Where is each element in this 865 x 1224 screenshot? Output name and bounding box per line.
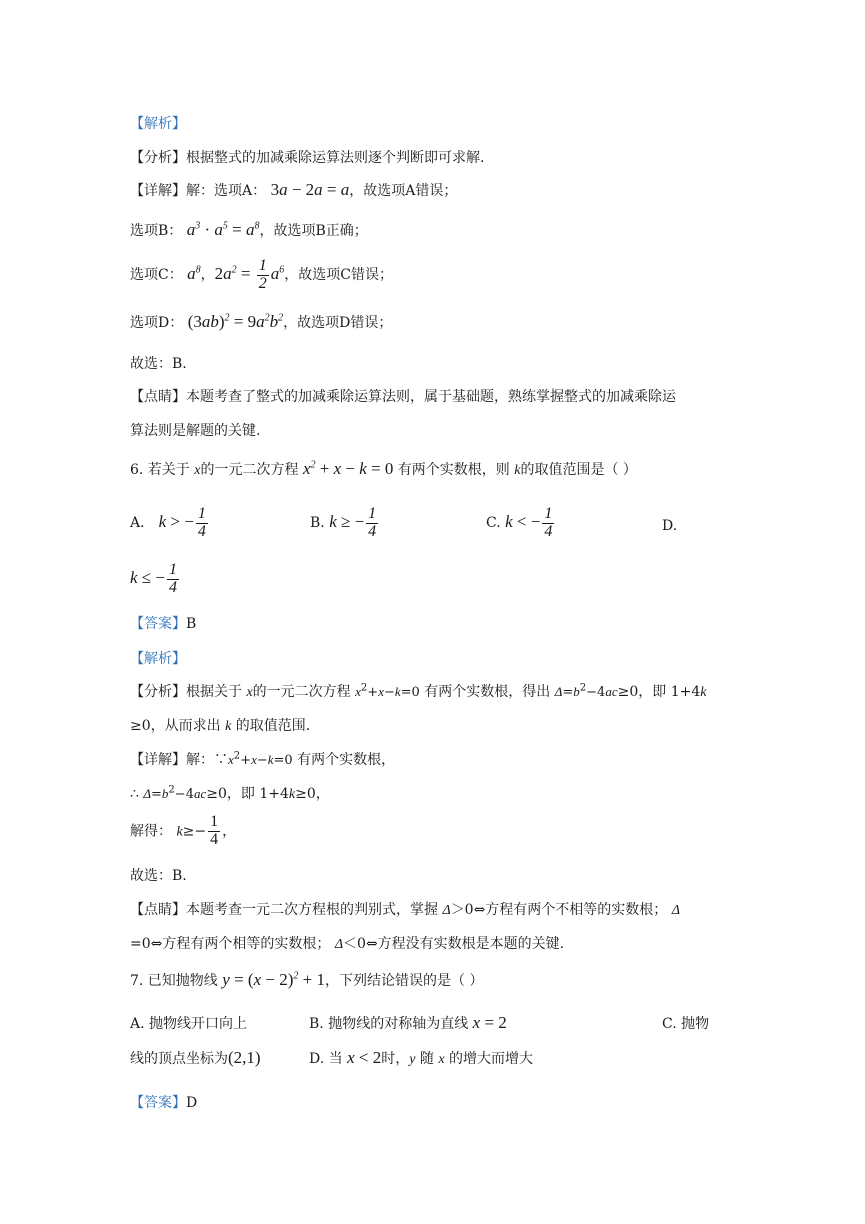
q6-analysis-2: ≥0，从而求出 k 的取值范围. — [130, 718, 311, 734]
q7-option-d-b: 时， — [381, 1051, 410, 1067]
q7-option-b-text: B. 抛物线的对称轴为直线 — [309, 1016, 469, 1032]
q7-prefix: 7. 已知抛物线 — [130, 973, 218, 989]
q5-detail-d — [130, 312, 392, 332]
q5-formula-d: $(3ab)^2 = 9a^2b^2$ — [187, 312, 284, 331]
q6-option-c-math: k < − $\frac{1}{4}$ — [505, 505, 553, 540]
q5-detail-a — [130, 180, 457, 200]
q7-vertex: (2,1) — [228, 1048, 261, 1067]
q5-c-prefix: 选项C： — [130, 267, 183, 284]
q6-therefore-c: ≥0， — [295, 786, 330, 802]
q6-option-b-math: k ≥ − $\frac{1}{4}$ — [329, 505, 377, 540]
jiexi-tag-q6: 【解析】 — [130, 651, 186, 667]
daan-tag-q7: 【答案】 — [130, 1095, 186, 1111]
q6-dianjing-1: 本题考查一元二次方程根的判别式，掌握 — [186, 902, 438, 918]
dianjing-tag: 【点睛】 — [130, 389, 186, 405]
q6-comment-2: =0⇔方程有两个相等的实数根； Δ＜0⇔方程没有实数根是本题的关键. — [130, 936, 565, 952]
q5-detail-a-prefix: 解：选项A： — [186, 183, 267, 199]
q7-suffix: ，下列结论错误的是（ ） — [324, 973, 484, 989]
q6-option-b[interactable] — [310, 506, 380, 541]
q7-options-row2 — [130, 1048, 261, 1068]
q7-option-b-math: x = 2 — [472, 1013, 507, 1032]
q6-suffix: 的取值范围是（ ） — [520, 462, 637, 478]
q5-detail-a-suffix: ，故选项A错误； — [349, 183, 458, 199]
q5-analysis-text: 根据整式的加减乘除运算法则逐个判断即可求解. — [186, 150, 485, 166]
q6-xiangjie-a: 解：∵ — [186, 752, 228, 768]
q6-therefore-b: ≥0，即 1+4 — [206, 786, 289, 802]
q6-analysis-1: 【分析】根据关于 x的一元二次方程 $x^2+x-k=0$ 有两个实数根，得出 $\Delta=b^2-4ac\ge 0$，即 1+4k — [130, 682, 707, 700]
q6-comment-1: 【点睛】本题考查一元二次方程根的判别式，掌握 Δ＞0⇔方程有两个不相等的实数根； Δ — [130, 902, 680, 918]
q5-formula-c: $a^8$，$2a^2$ = $\frac{1}{2}$ $a^6$ — [187, 257, 285, 292]
q6-dianjing-2: =0⇔方程有两个相等的实数根； — [130, 936, 331, 952]
q6-prefix: 6. 若关于 — [130, 462, 190, 478]
q6-option-d[interactable] — [130, 562, 181, 597]
q6-option-d-label[interactable]: D. — [662, 518, 678, 534]
q6-equation: $x^2 + x - k = 0$ — [302, 459, 394, 478]
xiangjie-tag: 【详解】 — [130, 183, 186, 199]
q6-fenxi-1a: 根据关于 — [186, 684, 242, 700]
q6-fenxi-2b: 的取值范围. — [235, 718, 311, 734]
q7-option-a[interactable]: A. 抛物线开口向上 — [130, 1016, 248, 1032]
q7-equation: $y = (x - 2)^2 + 1$ — [222, 970, 325, 989]
q5-d-prefix: 选项D： — [130, 315, 184, 331]
fenxi-tag: 【分析】 — [130, 150, 186, 166]
q7-stem — [130, 970, 483, 990]
q6-option-a[interactable] — [130, 506, 210, 541]
q6-conclusion: 故选：B. — [130, 868, 187, 884]
q7-option-c[interactable]: C. 抛物 — [662, 1016, 710, 1032]
q7-option-d-d: 的增大而增大 — [449, 1051, 534, 1067]
q7-option-b[interactable] — [309, 1013, 507, 1033]
q6-answer-value: B — [186, 616, 197, 632]
q5-conclusion: 故选：B. — [130, 356, 187, 372]
fenxi-tag-q6: 【分析】 — [130, 684, 186, 700]
q6-jiede: 解得： — [130, 823, 172, 840]
q7-answer-value: D — [186, 1095, 198, 1111]
xiangjie-tag-q6: 【详解】 — [130, 752, 186, 768]
q6-fenxi-1d: ≥0，即 1+4 — [617, 684, 701, 700]
q5-c-suffix: ，故选项C错误； — [284, 267, 393, 284]
q6-option-c-label: C. — [486, 515, 501, 532]
jiexi-tag-q5: 【解析】 — [130, 116, 186, 132]
q6-mid2: 有两个实数根，则 — [397, 462, 510, 478]
q7-option-d[interactable]: D. 当 x < 2时，y 随 x 的增大而增大 — [309, 1048, 534, 1067]
q5-comment-2: 算法则是解题的关键. — [130, 423, 261, 439]
q5-b-prefix: 选项B： — [130, 223, 183, 239]
q7-answer — [130, 1092, 197, 1112]
q7-option-c-cont: 线的顶点坐标为 — [130, 1051, 228, 1067]
q6-jiede-end: ， — [222, 823, 237, 840]
q6-dianjing-1b: ＞0⇔方程有两个不相等的实数根； — [450, 902, 668, 918]
q6-option-a-math: k > − $\frac{1}{4}$ — [158, 505, 206, 540]
q6-answer — [130, 613, 196, 633]
q6-option-c[interactable] — [486, 506, 556, 541]
q6-detail-3: 解得： k≥− $\frac{1}{4}$ ， — [130, 813, 237, 848]
q5-analysis — [130, 147, 484, 167]
q7-option-d-a: D. 当 — [309, 1051, 343, 1067]
q6-fenxi-1b: 的一元二次方程 — [252, 684, 351, 700]
q5-d-suffix: ，故选项D错误； — [283, 315, 393, 331]
daan-tag: 【答案】 — [130, 616, 186, 632]
q5-b-suffix: ，故选项B正确； — [259, 223, 368, 239]
q7-option-d-c: 随 — [419, 1051, 434, 1067]
q6-therefore-a: ∴ — [130, 786, 139, 802]
q6-option-b-label: B. — [310, 515, 325, 532]
q5-comment-1 — [130, 386, 676, 406]
q5-detail-b — [130, 220, 368, 240]
q5-comment-text-1: 本题考查了整式的加减乘除运算法则，属于基础题，熟练掌握整式的加减乘除运 — [186, 389, 676, 405]
q6-detail-1: 【详解】解：$\because x^2+x-k=0$ 有两个实数根， — [130, 750, 396, 768]
q5-formula-a: 3a − 2a = a — [270, 180, 350, 199]
q7-option-d-math: x < 2 — [347, 1048, 382, 1067]
dianjing-tag-q6: 【点睛】 — [130, 902, 186, 918]
q6-detail-2: ∴ $\Delta=b^2-4ac\ge 0$，即 1+4k≥0， — [130, 784, 330, 802]
q6-option-a-label: A． — [130, 515, 155, 532]
q5-detail-c — [130, 258, 393, 293]
q6-stem: 6. 若关于 x的一元二次方程 $x^2 + x - k = 0$ 有两个实数根，则 k的取值范围是（ ） — [130, 459, 637, 478]
q6-fenxi-2: ≥0，从而求出 — [130, 718, 221, 734]
q6-mid1: 的一元二次方程 — [200, 462, 299, 478]
q6-dianjing-2b: ＜0⇔方程没有实数根是本题的关键. — [343, 936, 565, 952]
q5-formula-b: $a^3 \cdot a^5 = a^8$ — [186, 220, 260, 239]
q6-option-d-math: k ≤ − $\frac{1}{4}$ — [130, 561, 177, 596]
q6-xiangjie-b: 有两个实数根， — [297, 752, 396, 768]
q6-fenxi-1c: 有两个实数根，得出 — [424, 684, 551, 700]
